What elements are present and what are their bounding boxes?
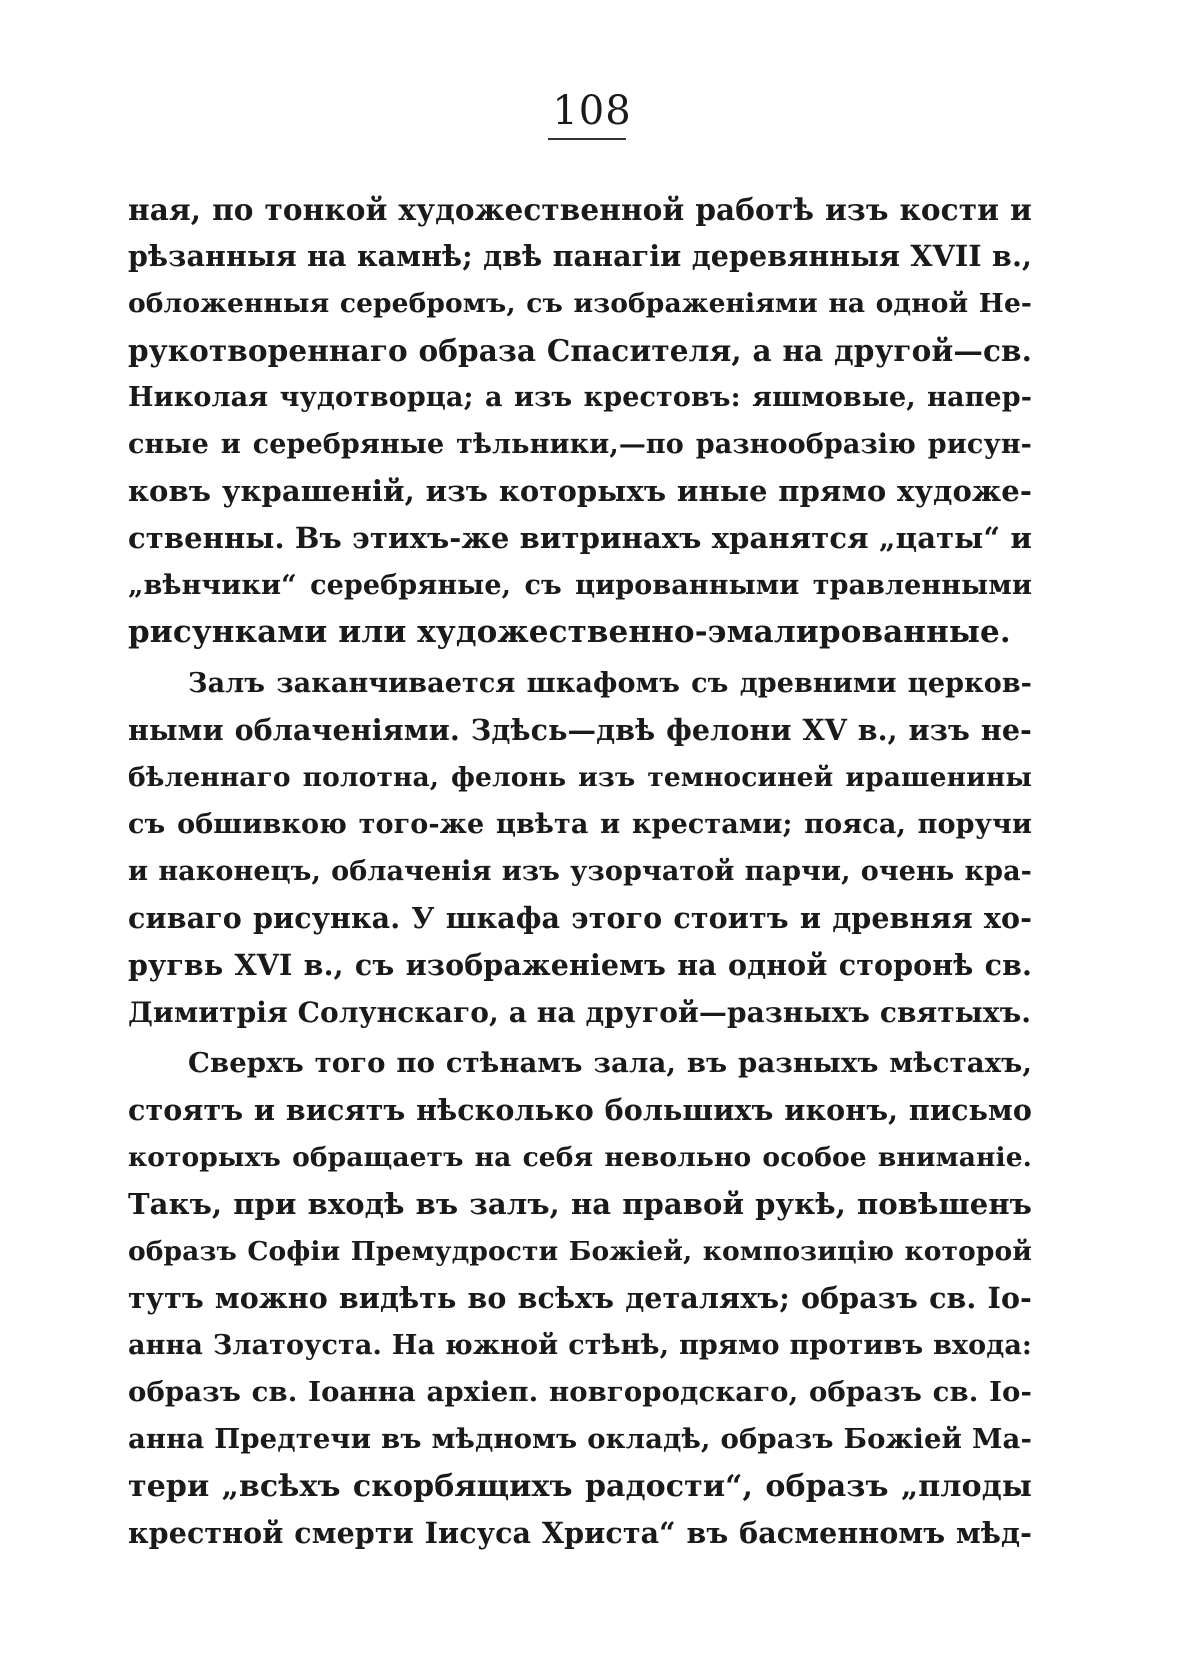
text-line: тутъ можно видѣть во всѣхъ деталяхъ; образъ св. Іо- [128,1281,1032,1315]
text-line: ственны. Въ этихъ-же витринахъ хранятся „цаты“ и [128,521,1032,555]
text-line: Такъ, при входѣ въ залъ, на правой рукѣ, повѣшенъ [128,1187,1032,1221]
text-line: бѣленнаго полотна, фелонь изъ темносиней ирашенины [128,762,1032,793]
text-line: „вѣнчики“ серебряные, съ цированными травленными [128,570,1032,601]
text-line: анна Златоуста. На южной стѣнѣ, прямо противъ входа: [128,1330,1032,1361]
text-line: анна Предтечи въ мѣдномъ окладѣ, образъ Божіей Ма- [128,1423,1032,1455]
text-line: сные и серебряные тѣльники,—по разнообразію рисун- [128,429,1032,460]
text-line: ными облаченіями. Здѣсь—двѣ фелони XV в., изъ не- [128,713,1032,747]
text-line: стоятъ и висятъ нѣсколько большихъ иконъ, письмо [128,1093,1032,1127]
page-number-rule [548,138,626,140]
paragraph-1 [128,186,1032,656]
text-line: крестной смерти Іисуса Христа“ въ басменномъ мѣд- [128,1516,1032,1550]
text-line: сиваго рисунка. У шкафа этого стоитъ и древняя хо- [128,901,1032,935]
page-number: 108 [552,88,632,134]
text-line: тери „всѣхъ скорбящихъ радости“, образъ „плоды [128,1469,1032,1504]
paragraph-2 [128,660,1032,1036]
text-line: ругвь XVI в., съ изображеніемъ на одной сторонѣ св. [128,948,1032,982]
text-line: образъ Софіи Премудрости Божіей, композицію которой [128,1236,1032,1267]
text-line: рисунками или художественно-эмалированные. [128,614,1011,650]
text-line: Сверхъ того по стѣнамъ зала, въ разныхъ мѣстахъ, [188,1047,1032,1079]
text-line: Николая чудотворца; а изъ крестовъ: яшмовые, напер- [128,382,1032,413]
text-line: которыхъ обращаетъ на себя невольно особое вниманіе. [128,1142,1032,1173]
text-line: Димитрія Солунскаго, а на другой—разныхъ святыхъ. [128,996,1032,1029]
text-line: Залъ заканчивается шкафомъ съ древними церков- [188,668,1032,699]
text-line: съ обшивкою того-же цвѣта и крестами; пояса, поручи [128,809,1032,840]
paragraph-3 [128,1040,1032,1557]
text-line: рѣзанныя на камнѣ; двѣ панагіи деревянныя XVII в., [128,239,1032,273]
text-line: и наконецъ, облаченія изъ узорчатой парчи, очень кра- [128,856,1032,887]
body-text [128,186,1032,1557]
text-line: обложенныя серебромъ, съ изображеніями на одной Не- [128,288,1032,319]
text-line: ковъ украшеній, изъ которыхъ иные прямо художе- [128,474,1032,508]
text-line: рукотвореннаго образа Спасителя, а на другой—св. [128,333,1032,368]
text-line: образъ св. Іоанна архіеп. новгородскаго, образъ св. Іо- [128,1376,1032,1408]
text-line: ная, по тонкой художественной работѣ изъ кости и [128,192,1032,227]
